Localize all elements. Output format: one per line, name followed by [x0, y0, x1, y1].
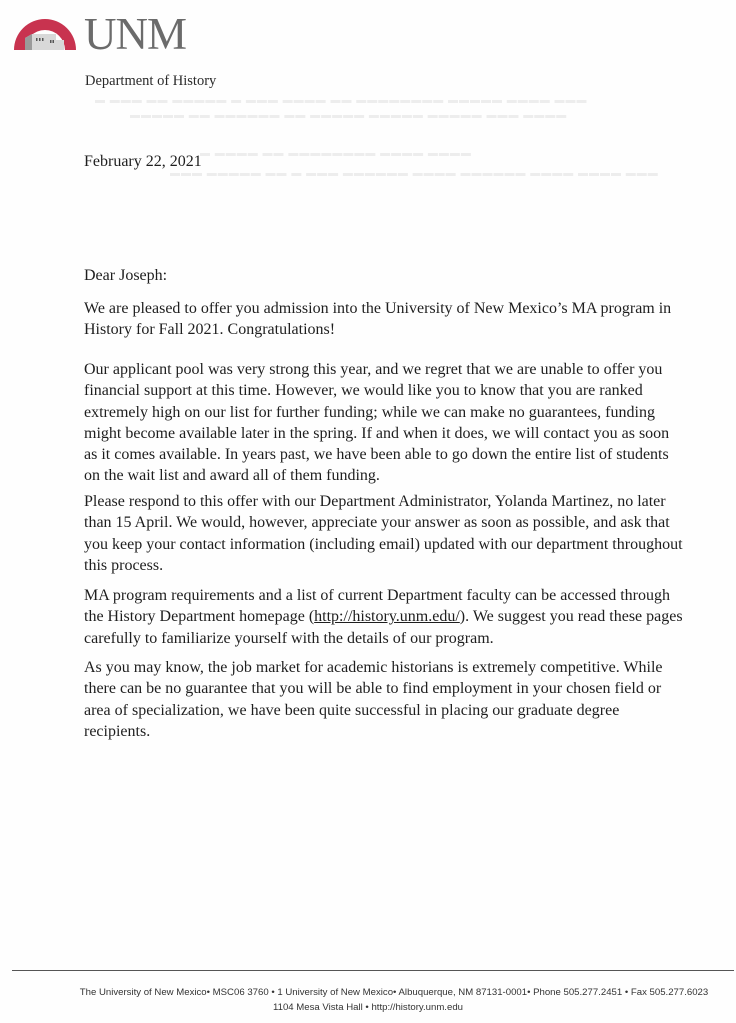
bleed-through-text: ▬▬▬▬▬ ▬▬ ▬▬▬▬▬▬ ▬▬ ▬▬▬▬▬ ▬▬▬▬▬ ▬▬▬▬▬ ▬▬▬ ▬▬▬▬: [130, 110, 568, 121]
paragraph-text: MA program requirements and a list of current Department faculty can be accessed through the History Department homepage (: [84, 587, 671, 626]
paragraph-job-market: As you may know, the job market for academic historians is extremely competitive. While there can be no guarantee that you will be able to find employment in your chosen field or area of specialization, we have been quite successful in placing our graduate degree recipients.: [84, 659, 663, 740]
salutation: Dear Joseph:: [84, 267, 168, 284]
footer-location: 1104 Mesa Vista Hall • http://history.unm.edu: [272, 1002, 463, 1013]
paragraph-admission-offer: We are pleased to offer you admission into the University of New Mexico’s MA program in History for Fall 2021. Congratulations!: [84, 300, 672, 339]
letter-date: February 22, 2021: [84, 153, 202, 170]
unm-logo-icon: [12, 12, 78, 52]
department-name: Department of History: [85, 73, 217, 89]
paragraph-text: ). We suggest you read these pages carefully to familiarize yourself with the details of our program.: [84, 608, 683, 647]
bleed-through-text: ▬▬▬ ▬▬▬▬▬ ▬▬ ▬ ▬▬▬ ▬▬▬▬▬▬ ▬▬▬▬ ▬▬▬▬▬▬ ▬▬▬▬ ▬▬▬▬ ▬▬▬: [170, 168, 659, 179]
paragraph-respond: Please respond to this offer with our Department Administrator, Yolanda Martinez, no later than 15 April. We would, however, appreciate your answer as soon as possible, and ask that you keep your contact information (including email) updated with our department throughout this process.: [84, 493, 683, 574]
bleed-through-text: ▬ ▬▬▬ ▬▬ ▬▬▬▬▬ ▬ ▬▬▬ ▬▬▬▬ ▬▬ ▬▬▬▬▬▬▬▬ ▬▬▬▬▬ ▬▬▬▬ ▬▬▬: [95, 95, 588, 106]
footer-divider: [12, 970, 734, 971]
paragraph-program-requirements: [84, 585, 684, 649]
history-homepage-link[interactable]: http://history.unm.edu/: [314, 608, 460, 626]
bleed-through-text: ▬ ▬▬▬▬ ▬▬ ▬▬▬▬▬▬▬▬ ▬▬▬▬ ▬▬▬▬: [200, 148, 472, 159]
footer-address: The University of New Mexico• MSC06 3760 • 1 University of New Mexico• Albuquerque, NM 87131-0001• Phone 505.277.2451 • Fax 505.277.6023: [79, 987, 709, 998]
paragraph-funding: Our applicant pool was very strong this year, and we regret that we are unable to offer you financial support at this time. However, we would like you to know that you are ranked extremely high on our list for further funding; while we can make no guarantees, funding might become available later in the spring. If and when it does, we will contact you as soon as it comes available. In years past, we have been able to go down the entire list of students on the wait list and award all of them funding.: [84, 361, 670, 485]
unm-wordmark: UNM: [84, 9, 187, 59]
